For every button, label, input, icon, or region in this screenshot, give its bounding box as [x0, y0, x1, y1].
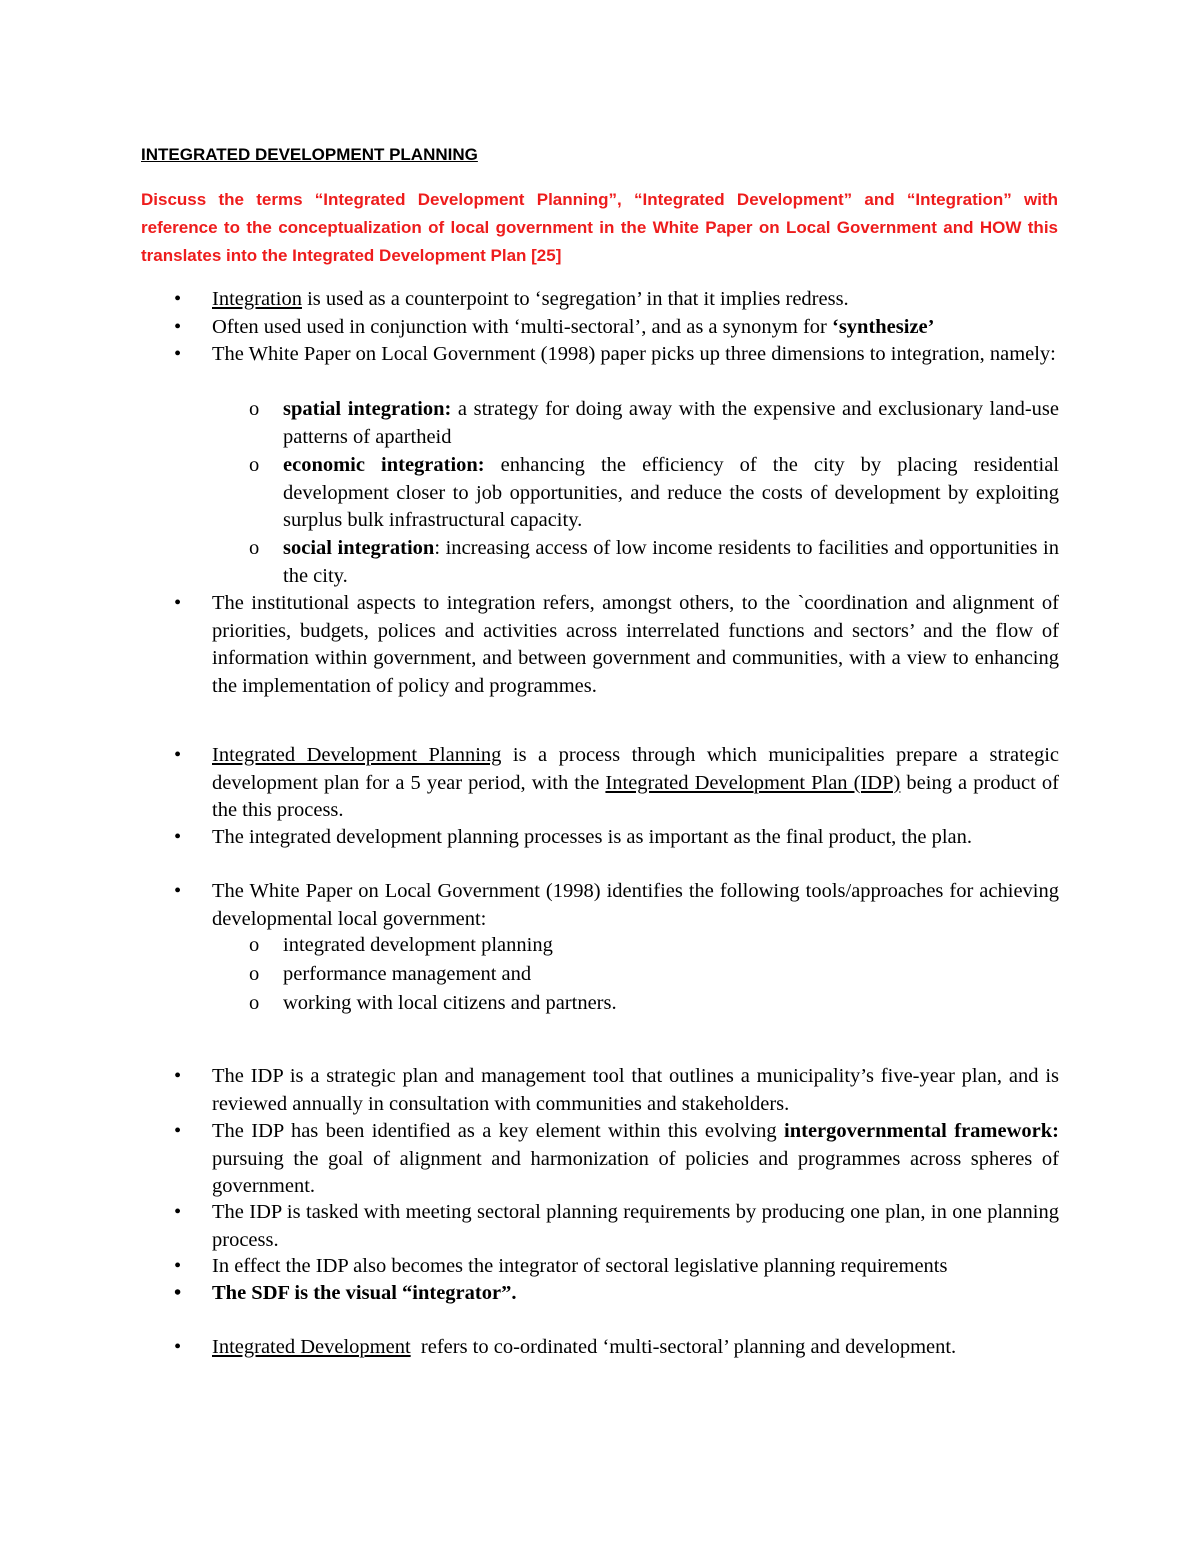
sub-list-item [249, 452, 1059, 535]
document-heading: INTEGRATED DEVELOPMENT PLANNING [141, 145, 478, 164]
list-item-text: The IDP has been identified as a key element within this evolving [212, 1120, 785, 1142]
list-item-text: The IDP is a strategic plan and management tool that outlines a municipality’s five-year plan, and is reviewed annually in consultation with communities and stakeholders. [212, 1065, 1059, 1115]
sub-list-item [249, 396, 1060, 451]
bullet: • [174, 826, 182, 848]
list-item-text: The IDP is tasked with meeting sectoral planning requirements by producing one plan, in one planning process. [212, 1201, 1059, 1251]
list-item-text: pursuing the goal of alignment and harmonization of policies and programmes across spheres of government. [212, 1147, 1059, 1197]
sub-bullet: o [249, 398, 260, 420]
list-item-text: Often used used in conjunction with ‘multi-sectoral’, and as a synonym for [212, 316, 832, 338]
term-idp: Integrated Development Plan (IDP) [605, 771, 901, 794]
sub-bullet: o [249, 537, 260, 559]
bullet: • [174, 1255, 182, 1277]
list-item-text: The institutional aspects to integration refers, amongst others, to the `coordination and alignment of priorities, budgets, polices and activities across interrelated functions and sectors’ and the flow of information within government, and between government and communities, with a view to enhancing the implementation of policy and programmes. [212, 592, 1059, 697]
bullet: • [174, 1065, 182, 1087]
list-item [174, 1334, 1059, 1362]
bullet: • [174, 1282, 182, 1304]
bullet: • [174, 1336, 182, 1358]
list-item [174, 341, 1059, 369]
list-item-text: The integrated development planning processes is as important as the final product, the plan. [212, 826, 972, 848]
sub-list-item [249, 990, 1059, 1018]
list-item [174, 1118, 1059, 1201]
exam-question: Discuss the terms “Integrated Development Planning”, “Integrated Development” and “Integration” with reference to the conceptualization of local government in the White Paper on Local Government and HOW this translates into the Integrated Development Plan [25] [141, 190, 1058, 265]
list-item-text: integrated development planning [283, 934, 553, 956]
sub-list-item [249, 932, 1059, 960]
list-item-text: In effect the IDP also becomes the integrator of sectoral legislative planning requirements [212, 1255, 948, 1277]
list-item [174, 1280, 1059, 1308]
list-item [174, 878, 1059, 933]
term-integrated-development-planning: Integrated Development Planning [212, 744, 502, 766]
list-item-text: performance management and [283, 963, 532, 985]
list-item [174, 590, 1059, 700]
list-item [174, 286, 1059, 314]
sub-bullet: o [249, 963, 260, 985]
list-item-text: refers to co-ordinated ‘multi-sectoral’ planning and development. [410, 1336, 957, 1358]
bold-term: ‘synthesize’ [832, 316, 935, 338]
list-item [174, 1199, 1059, 1254]
bullet: • [174, 316, 182, 338]
bullet: • [174, 343, 182, 365]
list-item [174, 314, 1059, 342]
sub-list-item [249, 961, 1059, 989]
list-item [174, 742, 1059, 825]
bullet: • [174, 592, 182, 614]
list-item-text: : increasing access of low income residents to facilities and opportunities in the city. [283, 537, 1059, 587]
list-item-text: is used as a counterpoint to ‘segregation’ in that it implies redress. [301, 288, 849, 310]
bullet: • [174, 1201, 182, 1223]
list-item [174, 824, 1059, 852]
term-integration: Integration [212, 288, 302, 310]
list-item-text: a strategy for doing away with the expensive and exclusionary land-use patterns of apartheid [283, 398, 1060, 448]
bold-statement: The SDF is the visual “integrator”. [212, 1282, 517, 1304]
list-item-text: The White Paper on Local Government (1998) identifies the following tools/approaches for achieving developmental local government: [212, 880, 1059, 930]
bold-term: social integration [283, 537, 435, 559]
bullet: • [174, 880, 182, 902]
bold-term: intergovernmental framework: [784, 1120, 1059, 1142]
sub-bullet: o [249, 934, 260, 956]
list-item [174, 1063, 1059, 1118]
sub-bullet: o [249, 992, 260, 1014]
list-item-text: being a product of the this process. [212, 771, 1059, 821]
term-integrated-development: Integrated Development [212, 1336, 411, 1358]
sub-list-item [249, 535, 1059, 590]
bold-term: economic integration: [283, 454, 485, 476]
list-item-text: is a process through which municipalities prepare a strategic development plan for a 5 year period, with the [212, 744, 1059, 794]
bold-term: spatial integration: [283, 398, 452, 420]
list-item-text: The White Paper on Local Government (1998) paper picks up three dimensions to integration, namely: [212, 343, 1056, 365]
list-item-text: working with local citizens and partners. [283, 992, 617, 1014]
list-item-text: enhancing the efficiency of the city by placing residential development closer to job opportunities, and reduce the costs of development by exploiting surplus bulk infrastructural capacity. [283, 454, 1059, 531]
bullet: • [174, 744, 182, 766]
bullet: • [174, 288, 182, 310]
list-item [174, 1253, 1059, 1281]
bullet: • [174, 1120, 182, 1142]
sub-bullet: o [249, 454, 260, 476]
